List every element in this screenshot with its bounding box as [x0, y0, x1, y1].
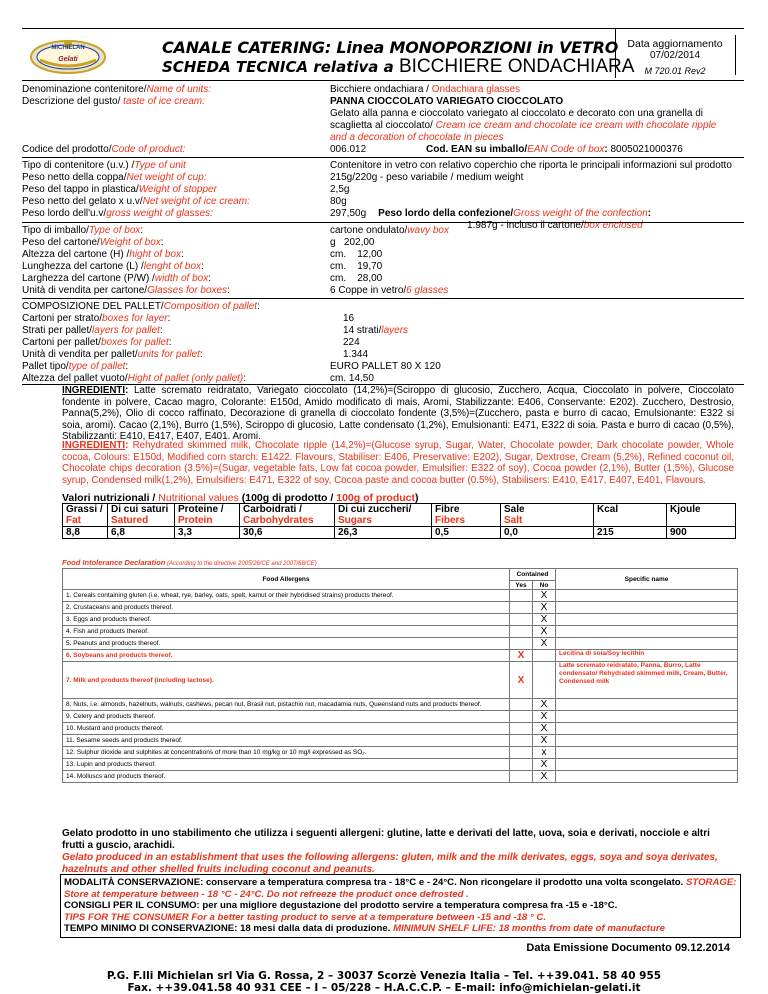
- label-pallet-height: Altezza del pallet vuoto/Hight of pallet (only pallet):: [22, 373, 247, 384]
- label-units-pallet: Unità di vendita per pallet/units for pallet:: [22, 349, 203, 360]
- label-box-type: Tipo di imballo/Type of box:: [22, 225, 144, 236]
- allergen-title: Food Intolerance Declaration (According to the directive 2005/26/CE and 2007/68/CE): [62, 558, 317, 567]
- rule-3: [22, 298, 744, 299]
- allergen-name: 4. Fish and products thereof.: [63, 626, 510, 638]
- nutrition-table: [62, 503, 736, 539]
- nutrition-title: Valori nutrizionali / Nutritional values (100g di prodotto / 100g of product): [62, 492, 419, 504]
- allergen-name: 8. Nuts, i.e. almonds, hazelnuts, walnuts, cashews, pecan nut, Brasil nut, pistachio nut, macadamia nuts, Queensland nuts and products thereof.: [63, 699, 510, 711]
- update-label: Data aggiornamento: [627, 38, 723, 50]
- product-code-value: 006.012: [330, 144, 367, 155]
- nutrition-value-row: [63, 527, 736, 539]
- doc-title: CANALE CATERING: Linea MONOPORZIONI in VETRO: [162, 38, 619, 57]
- taste-description: Gelato alla panna e cioccolato variegato al cioccolato e decorato con una granella di scaglietta al cioccolato/ Cream ice cream and chocolate ice cream with chocolate ripple and a decoration of chocolate in pieces: [330, 108, 717, 143]
- label-product-code: Codice del prodotto/Code of product:: [22, 144, 186, 155]
- allergen-name: 3. Eggs and products thereof.: [63, 614, 510, 626]
- allergen-row: [63, 759, 738, 771]
- ean-code: Cod. EAN su imballo/EAN Code of box: 8005021000376: [426, 144, 683, 155]
- allergen-no: X: [533, 638, 556, 650]
- box-width-value: cm. 28,00: [330, 273, 383, 284]
- allergen-specific: [556, 771, 738, 783]
- specific-col-header: Specific name: [556, 569, 738, 590]
- allergen-no: x: [533, 747, 556, 759]
- box-labels: [22, 225, 317, 297]
- stopper-weight-value: 2,5g: [330, 184, 350, 195]
- allergen-name: 10. Mustard and products thereof.: [63, 723, 510, 735]
- contained-col-header: Contained: [510, 569, 556, 581]
- ice-weight-value: 80g: [330, 196, 347, 207]
- allergen-specific: [556, 626, 738, 638]
- allergen-specific: [556, 638, 738, 650]
- allergen-row: [63, 602, 738, 614]
- label-unit-type: Tipo di contenitore (u.v.) /Type of unit: [22, 160, 186, 171]
- unit-type-value: Contenitore in vetro con relativo coperchio che riporta le principali informazioni sul prodotto: [330, 160, 732, 171]
- allergen-name: 6. Soybeans and products thereof.: [63, 650, 510, 662]
- nut-col-kcal: Kcal: [594, 504, 667, 527]
- allergen-no: X: [533, 723, 556, 735]
- label-pallet-composition: COMPOSIZIONE DEL PALLET/Composition of pallet:: [22, 301, 260, 312]
- allergen-row: [63, 747, 738, 759]
- establishment-it: Gelato prodotto in uno stabilimento che utilizza i seguenti allergeni: glutine, latte e derivati del latte, uova, soia e derivati, nocciole e altri frutti a guscio, arachidi.: [62, 828, 710, 851]
- confection-gross-value: 1.987g - incluso il cartone/box enclosed: [467, 220, 643, 231]
- footer-address: P.G. F.lli Michielan srl Via G. Rossa, 2 – 30037 Scorzè Venezia Italia – Tel. ++39.041. 58 40 955: [106, 970, 662, 982]
- nut-value: 215: [594, 527, 667, 539]
- pallet-values: [330, 313, 643, 385]
- label-boxes-layer: Cartoni per strato/boxes for layer:: [22, 313, 171, 324]
- allergen-row: [63, 626, 738, 638]
- allergen-specific: [556, 602, 738, 614]
- allergen-no: X: [533, 590, 556, 602]
- nut-col-fibers: Fibre Fibers: [432, 504, 501, 527]
- allergen-name: 9. Celery and products thereof.: [63, 711, 510, 723]
- nut-value: 900: [667, 527, 736, 539]
- allergen-no: [533, 650, 556, 662]
- allergen-col-header: Food Allergens: [63, 569, 510, 590]
- allergen-yes: [510, 747, 533, 759]
- allergen-specific: [556, 747, 738, 759]
- unit-labels: [22, 160, 317, 220]
- doc-subtitle-prefix: SCHEDA TECNICA relativa a: [162, 58, 399, 76]
- gross-weight-value: 297,50g Peso lordo della confezione/Gross weight of the confection:: [330, 208, 652, 219]
- establishment-note: [62, 828, 734, 876]
- nutrition-header-row: [63, 504, 736, 527]
- consumption-line: CONSIGLI PER IL CONSUMO: per una migliore degustazione del prodotto servire a temperatura compresa fra -15 e -18°C.: [64, 900, 618, 911]
- allergen-yes: [510, 602, 533, 614]
- nut-value: 0,0: [501, 527, 594, 539]
- allergen-yes: [510, 626, 533, 638]
- nut-value: 30,6: [240, 527, 335, 539]
- nut-col-kjoule: Kjoule: [667, 504, 736, 527]
- box-weight-value: g 202,00: [330, 237, 375, 248]
- pallet-height-value: cm. 14,50: [330, 373, 374, 384]
- label-layers-pallet: Strati per pallet/layers for pallet:: [22, 325, 163, 336]
- yes-col-header: Yes: [510, 581, 533, 590]
- label-box-weight: Peso del cartone/Weight of box:: [22, 237, 164, 248]
- footer: [0, 970, 768, 994]
- nut-col-protein: Proteine / Protein: [175, 504, 240, 527]
- label-pallet-type: Pallet tipo/type of pallet:: [22, 361, 129, 372]
- allergen-name: 2. Crustaceans and products thereof.: [63, 602, 510, 614]
- product-values: [330, 84, 735, 144]
- label-stopper-weight: Peso del tappo in plastica/Weight of stopper: [22, 184, 217, 195]
- allergen-name: 1. Cereals containing gluten (i.e. wheat, rye, barley, oats, spelt, kamut or their hybridised strains) products thereof.: [63, 590, 510, 602]
- update-date: 07/02/2014: [649, 50, 701, 61]
- allergen-name: 11. Sesame seeds and products thereof.: [63, 735, 510, 747]
- allergen-no: X: [533, 602, 556, 614]
- label-box-height: Altezza del cartone (H) /hight of box:: [22, 249, 184, 260]
- label-container-name: Denominazione contenitore/Name of units:: [22, 84, 212, 95]
- boxes-layer-value: 16: [343, 313, 355, 324]
- allergen-no: X: [533, 614, 556, 626]
- allergen-yes: [510, 723, 533, 735]
- label-ice-weight: Peso netto del gelato x u.v/Net weight of ice cream:: [22, 196, 250, 207]
- rule-2: [22, 222, 744, 223]
- allergen-yes: [510, 699, 533, 711]
- revision-rule: [615, 28, 616, 78]
- ingredients-en: INGREDIENTI: Rehydrated skimmed milk, Chocolate ripple (14,2%)=(Glucose syrup, Sugar, Water, Chocolate powder, Dark chocolate powder, Whole cocoa, Colours: E150d, Modified corn starch: E1422. Flavours, Stabiliser: E406, Preservative: E202), Sugar, Dextrose, Cream (5,2%), Refined coconut oil, Chocolate chips decoration (3.5%)=(Sugar, vegetable fats, Low fat cocoa powder, Emulsifier: E322 of soy), Cocoa powder (2,1%), Butter (1,5%), Glucose syrup, Condensed milk(1,2%), Emulsifiers: E471, E322 of soy, Cocoa paste and cocoa butter (0.5%), Stabilisers: E410, E417, E407, E401, Flavours.: [62, 440, 735, 486]
- nut-value: 6,8: [108, 527, 175, 539]
- ingredients-it: INGREDIENTI: Latte scremato reidratato, Variegato cioccolato (14,2%)=(Sciroppo di glucosio, Zucchero, Acqua, Cioccolato in polvere, Cioccolato fondente in polvere, Cacao magro, Colorante: E150d, Amido modificato di mais, Aromi, Stabilizzante: E406, Conservante: E202). Zucchero, Destrosio, Panna(5,2%), Olio di cocco raffinato, Decorazione di granella di cioccolato fondente (3,5%)=(Zucchero, pasta e burro di cacao, Emulsionante: E322 si soia, aromi). Cacao (2,1%), Burro (1,5%), Sciroppo di glucosio, Latte condensato (1,2%), Emulsionanti: E471, E322 di soia. Pasta e burro di cacao (0,5%), Stabilizzanti: E410, E417, E407, E401. Aromi.: [62, 385, 735, 442]
- label-units-per-box: Unità di vendita per cartone/Glasses for boxes:: [22, 285, 230, 296]
- allergen-yes: [510, 614, 533, 626]
- boxes-pallet-value: 224: [343, 337, 360, 348]
- allergen-name: 14. Molluscs and products thereof.: [63, 771, 510, 783]
- allergen-yes: [510, 771, 533, 783]
- box-height-value: cm. 12,00: [330, 249, 383, 260]
- issue-date: Data Emissione Documento 09.12.2014: [526, 942, 730, 954]
- allergen-yes: X: [510, 662, 533, 699]
- allergen-specific: [556, 735, 738, 747]
- nut-col-salt: Sale Salt: [501, 504, 594, 527]
- allergen-table: [62, 568, 738, 783]
- allergen-yes: X: [510, 650, 533, 662]
- box-length-value: cm. 19,70: [330, 261, 383, 272]
- rule-1: [22, 157, 744, 158]
- allergen-no: X: [533, 759, 556, 771]
- allergen-yes: [510, 711, 533, 723]
- label-taste: Descrizione del gusto/ taste of ice cream:: [22, 96, 205, 107]
- no-col-header: No: [533, 581, 556, 590]
- label-boxes-pallet: Cartoni per pallet/boxes for pallet:: [22, 337, 172, 348]
- nut-col-carbs: Carboidrati / Carbohydrates: [240, 504, 335, 527]
- company-logo: [28, 36, 108, 76]
- allergen-name: 13. Lupin and products thereof.: [63, 759, 510, 771]
- header-top-rule: [22, 28, 744, 29]
- pallet-type-value: EURO PALLET 80 X 120: [330, 361, 441, 372]
- product-labels: [22, 84, 312, 108]
- allergen-specific: [556, 614, 738, 626]
- box-values: [330, 225, 630, 297]
- allergen-no: X: [533, 735, 556, 747]
- allergen-specific: [556, 590, 738, 602]
- layers-pallet-value: 14 strati/layers: [343, 325, 409, 336]
- allergen-specific: Lecitina di soia/Soy lecithin: [556, 650, 738, 662]
- footer-contacts: Fax. ++39.041.58 40 931 CEE – I – 05/228 – H.A.C.C.P. – E-mail: info@michielan-gelati.it: [127, 982, 641, 994]
- allergen-no: X: [533, 711, 556, 723]
- header-bottom-rule: [22, 80, 744, 81]
- storage-box: [60, 874, 741, 938]
- allergen-specific: [556, 711, 738, 723]
- nut-col-saturated: Di cui saturi Satured: [108, 504, 175, 527]
- nut-col-sugars: Di cui zuccheri/ Sugars: [335, 504, 432, 527]
- allergen-name: 5. Peanuts and products thereof.: [63, 638, 510, 650]
- nut-col-fat: Grassi / Fat: [63, 504, 108, 527]
- consumer-tips-line: TIPS FOR THE CONSUMER For a better tasting product to serve at a temperature between -15 and -18 ° C.: [64, 911, 547, 923]
- establishment-en: Gelato produced in an establishment that uses the following allergens: gluten, milk and the milk derivates, eggs, soya and soya derivates, hazelnuts and other shelled fruits including coconut and peanuts.: [62, 852, 718, 875]
- revision-code: M 720.01 Rev2: [644, 66, 706, 76]
- allergen-row: [63, 614, 738, 626]
- box-type-value: cartone ondulato/wavy box: [330, 225, 449, 236]
- cup-weight-value: 215g/220g - peso variabile / medium weight: [330, 172, 524, 183]
- nut-value: 3,3: [175, 527, 240, 539]
- allergen-yes: [510, 735, 533, 747]
- doc-subtitle-product: BICCHIERE ONDACHIARA: [398, 56, 635, 77]
- allergen-no: X: [533, 626, 556, 638]
- allergen-row: [63, 650, 738, 662]
- allergen-specific: [556, 699, 738, 711]
- logo-text-bottom: Gelati: [58, 56, 78, 63]
- allergen-row: [63, 699, 738, 711]
- allergen-row: [63, 638, 738, 650]
- allergen-yes: [510, 638, 533, 650]
- logo-text-top: MICHIELAN: [51, 45, 85, 51]
- label-box-length: Lunghezza del cartone (L) /lenght of box:: [22, 261, 204, 272]
- allergen-specific: [556, 759, 738, 771]
- allergen-row: [63, 662, 738, 699]
- allergen-name: 12. Sulphur dioxide and sulphites at concentrations of more than 10 mg/kg or 10 mg/l expressed as SO₂.: [63, 747, 510, 759]
- allergen-name: 7. Milk and products thereof (including lactose).: [63, 662, 510, 699]
- label-gross-weight: Peso lordo dell'u.v/gross weight of glasses:: [22, 208, 213, 219]
- storage-line: MODALITÀ CONSERVAZIONE: conservare a temperatura compresa tra - 18°C e - 24°C. Non ricongelare il prodotto una volta scongelato. STORAGE: Store at temperature between - 18 °C - 24°C. Do not refreeze the product once defrosted .: [64, 877, 737, 900]
- allergen-no: X: [533, 771, 556, 783]
- nut-value: 26,3: [335, 527, 432, 539]
- allergen-row: [63, 735, 738, 747]
- pallet-labels: [22, 301, 317, 385]
- doc-subtitle: [162, 56, 634, 78]
- allergen-yes: [510, 759, 533, 771]
- allergen-row: [63, 723, 738, 735]
- allergen-yes: [510, 590, 533, 602]
- container-value: Bicchiere ondachiara / Ondachiara glasses: [330, 84, 521, 95]
- allergen-no: [533, 662, 556, 699]
- label-box-width: Larghezza del cartone (P/W) /width of box:: [22, 273, 211, 284]
- allergen-row: [63, 771, 738, 783]
- label-cup-weight: Peso netto della coppa/Net weight of cup:: [22, 172, 207, 183]
- allergen-row: [63, 590, 738, 602]
- shelf-life-line: TEMPO MINIMO DI CONSERVAZIONE: 18 mesi dalla data di produzione. MINIMUN SHELF LIFE: 18 months from date of manufacture: [64, 923, 665, 934]
- allergen-specific: Latte scremato reidratato, Panna, Burro, Latte condensato/ Rehydrated skimmed milk, Cream, Butter, Condensed milk: [556, 662, 738, 699]
- taste-name: PANNA CIOCCOLATO VARIEGATO CIOCCOLATO: [330, 96, 564, 107]
- allergen-header-row: [63, 569, 738, 581]
- allergen-no: X: [533, 699, 556, 711]
- nut-value: 8,8: [63, 527, 108, 539]
- nut-value: 0,5: [432, 527, 501, 539]
- units-per-box-value: 6 Coppe in vetro/6 glasses: [330, 285, 449, 296]
- allergen-row: [63, 711, 738, 723]
- units-pallet-value: 1.344: [343, 349, 369, 360]
- allergen-specific: [556, 723, 738, 735]
